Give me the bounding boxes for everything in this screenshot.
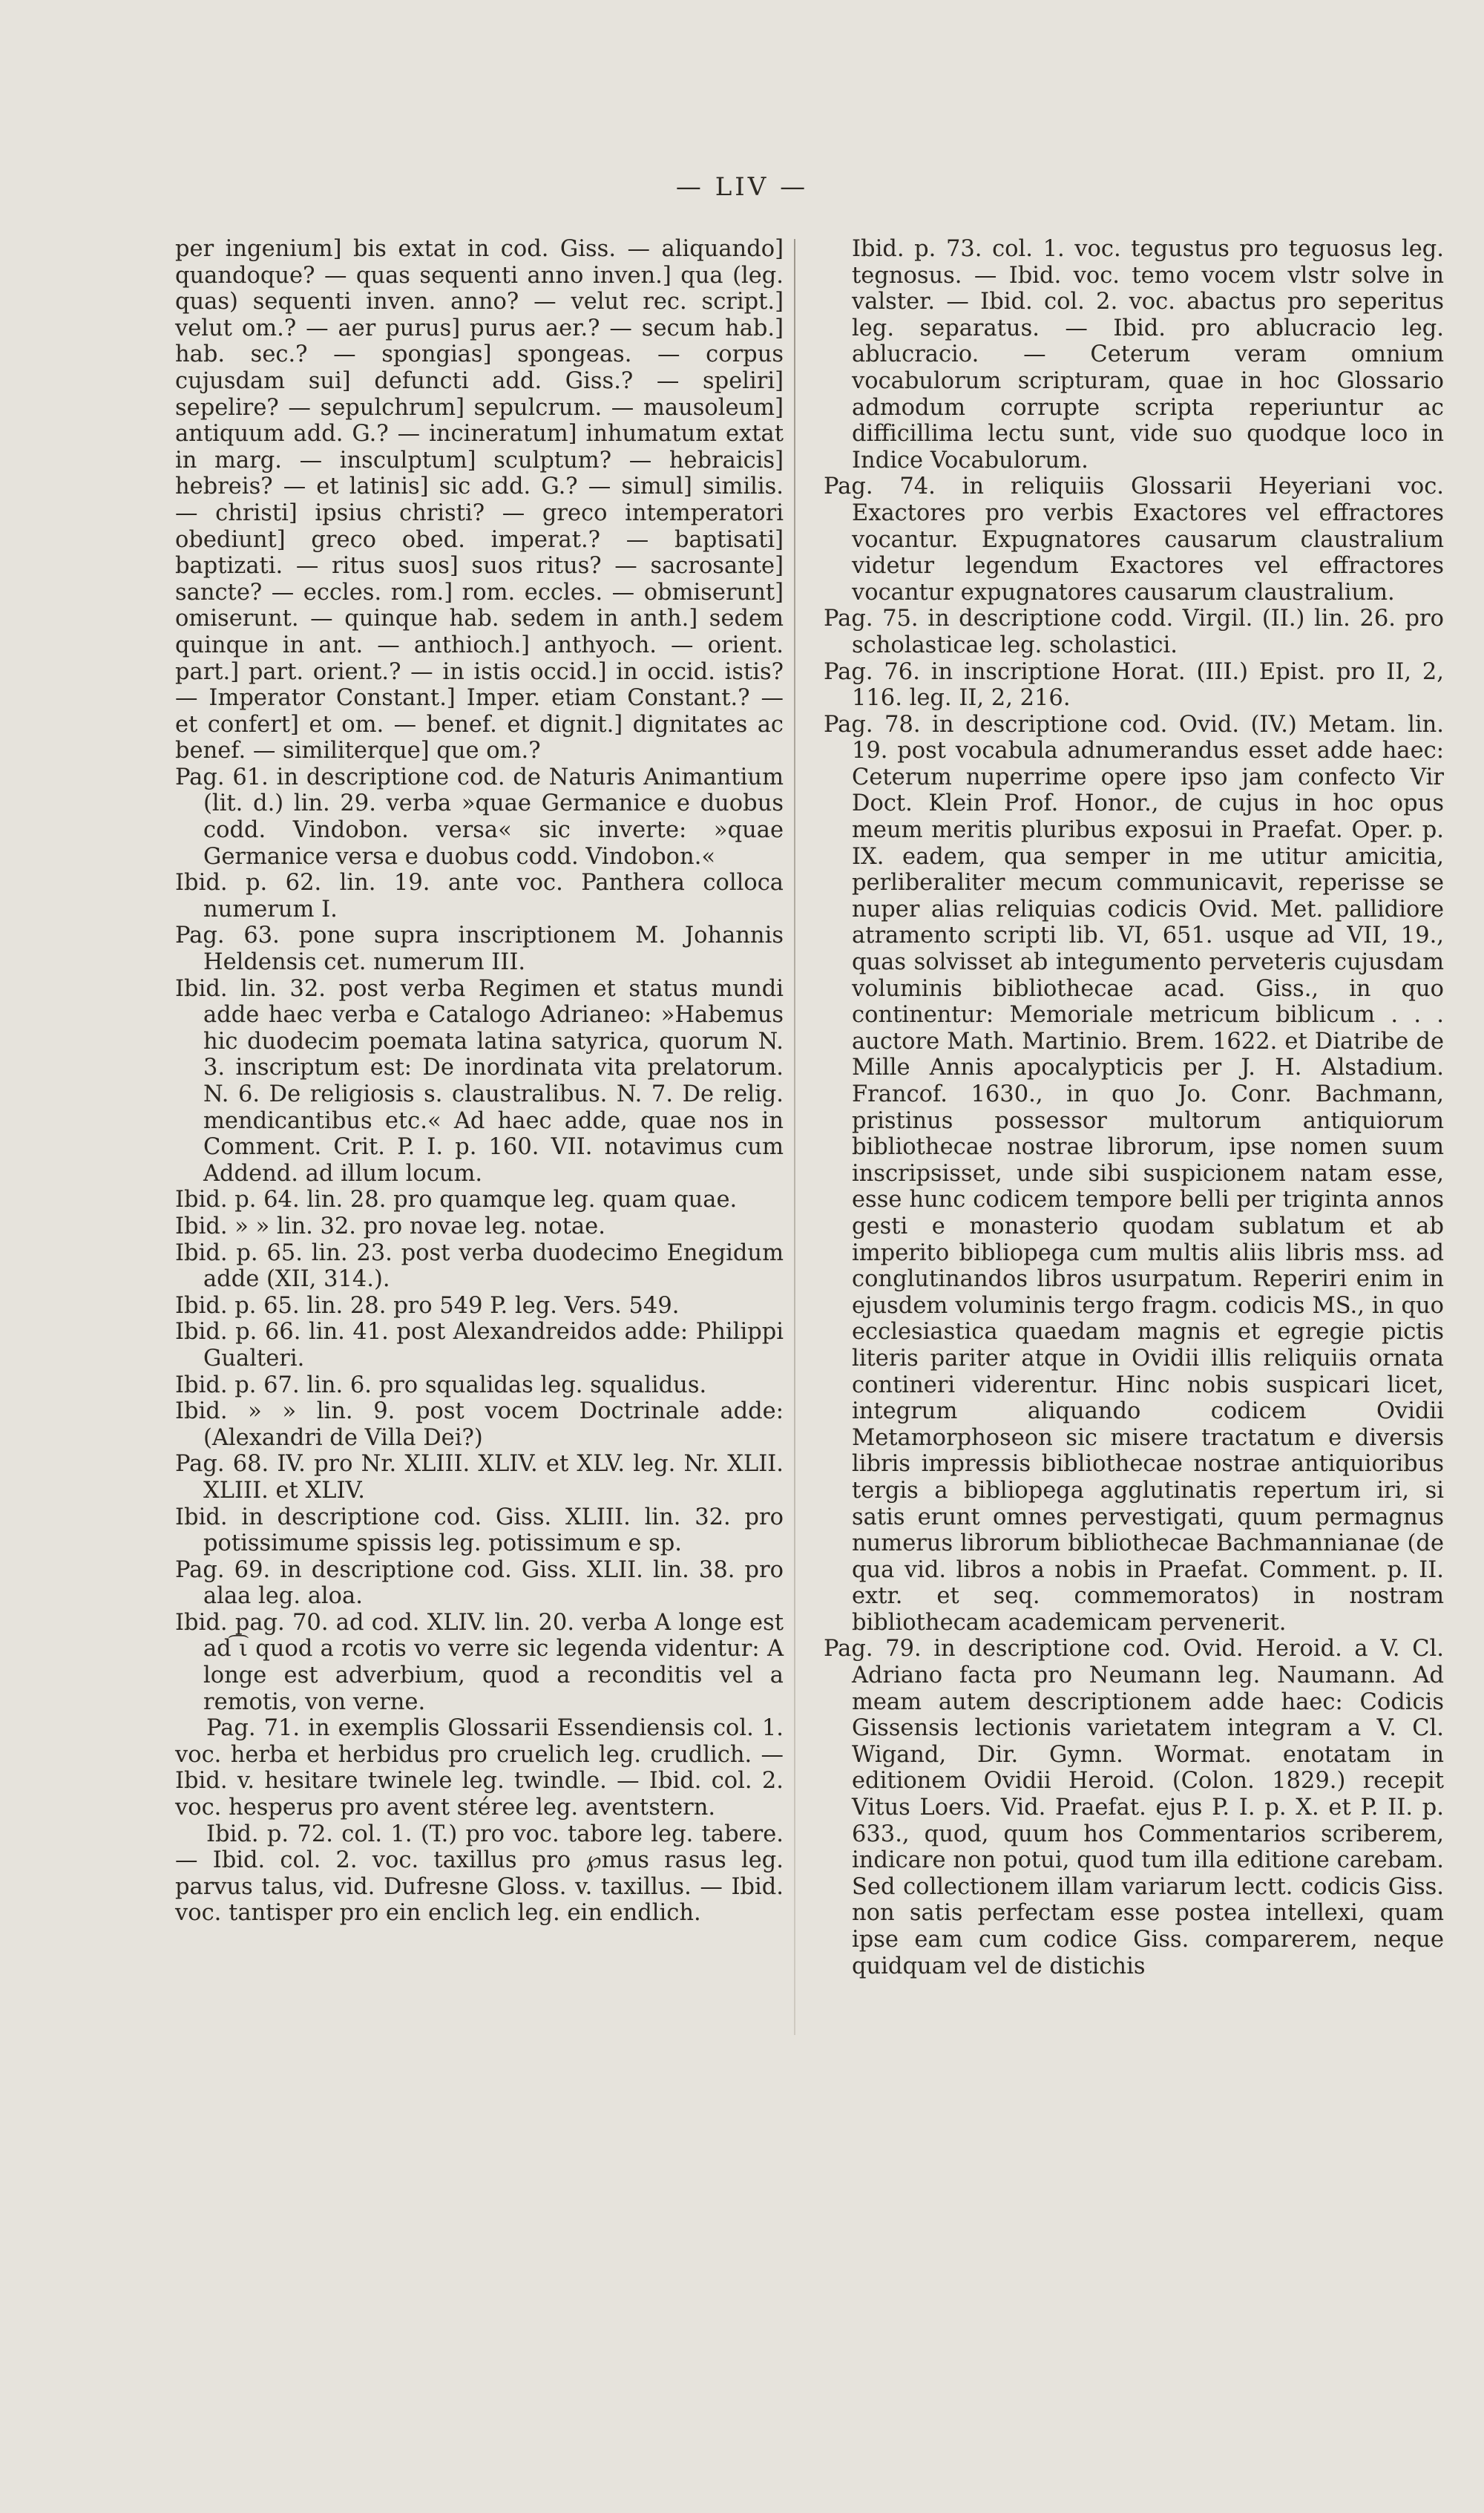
right-entry-1: Pag. 74. in reliquiis Glossarii Heyeriani voc. Exactores pro verbis Exactores vel effractores vocantur. Expugnatores causarum claustralium videtur legendum Exactores vel effractores vocantur expugnatores causarum claustralium. [824, 474, 1444, 606]
left-paragraph-17: Ibid. p. 72. col. 1. (T.) pro voc. tabore leg. tabere. — Ibid. col. 2. voc. taxillus pro ℘mus rasus leg. parvus talus, vid. Dufresne Gloss. v. taxillus. — Ibid. voc. tantisper pro ein enclich leg. ein endlich. [175, 1821, 784, 1927]
left-paragraph-16: Pag. 71. in exemplis Glossarii Essendiensis col. 1. voc. herba et herbidus pro cruelich leg. crudlich. — Ibid. v. hesitare twinele leg. twindle. — Ibid. col. 2. voc. hesperus pro avent stéree leg. aventstern. [175, 1715, 784, 1821]
left-entry-15: Ibid. pag. 70. ad cod. XLIV. lin. 20. verba A longe est ad ͡ι quod a rcotis vo verre sic legenda videntur: A longe est adverbium, quod a reconditis vel a remotis, von verne. [175, 1609, 784, 1715]
left-paragraph-0: per ingenium] bis extat in cod. Giss. — aliquando] quandoque? — quas sequenti anno inven.] qua (leg. quas) sequenti inven. anno? — velut rec. script.] velut om.? — aer purus] purus aer.? — secum hab.] hab. sec.? — spongias] spongeas. — corpus cujusdam sui] defuncti add. Giss.? — speliri] sepelire? — sepulchrum] sepulcrum. — mausoleum] antiquum add. G.? — incineratum] inhumatum extat in marg. — insculptum] sculptum? — hebraicis] hebreis? — et latinis] sic add. G.? — simul] similis. — christi] ipsius christi? — greco intemperatori obediunt] greco obed. imperat.? — baptisati] baptizati. — ritus suos] suos ritus? — sacrosante] sancte? — eccles. rom.] rom. eccles. — obmiserunt] omiserunt. — quinque hab. sedem in anth.] sedem quinque in ant. — anthioch.] anthyoch. — orient. part.] part. orient.? — in istis occid.] in occid. istis? — Imperator Constant.] Imper. etiam Constant.? — et confert] et om. — benef. et dignit.] dignitates ac benef. — similiterque] que om.? [175, 236, 784, 764]
right-entry-2: Pag. 75. in descriptione codd. Virgil. (II.) lin. 26. pro scholasticae leg. scholastici. [824, 606, 1444, 658]
right-entry-4: Pag. 78. in descriptione cod. Ovid. (IV.) Metam. lin. 19. post vocabula adnumerandus esset adde haec: Ceterum nuperrime opere ipso jam confecto Vir Doct. Klein Prof. Honor., de cujus in hoc opus meum meritis pluribus exposui in Praefat. Oper. p. IX. eadem, qua semper in me utitur amicitia, perliberaliter mecum communicavit, reperisse se nuper alias reliquias codicis Ovid. Met. pallidiore atramento scripti lib. VI, 651. usque ad VII, 19., quas solvisset ab integumento perveteris cujusdam voluminis bibliothecae acad. Giss., in quo continentur: Memoriale metricum biblicum . . . auctore Math. Martinio. Brem. 1622. et Diatribe de Mille Annis apocalypticis per J. H. Alstadium. Francof. 1630., in quo Jo. Conr. Bachmann, pristinus possessor multorum antiquiorum bibliothecae nostrae librorum, ipse nomen suum inscripsisset, unde sibi suspicionem natam esse, esse hunc codicem tempore belli per triginta annos gesti e monasterio quodam sublatum et ab imperito bibliopega cum multis aliis libris mss. ad conglutinandos libros usurpatum. Reperiri enim in ejusdem voluminis tergo fragm. codicis MS., in quo ecclesiastica quaedam magnis et egregie pictis literis pariter atque in Ovidii illis reliquiis ornata contineri viderentur. Hinc nobis suspicari licet, integrum aliquando codicem Ovidii Metamorphoseon sic misere tractatum e diversis libris impressis bibliothecae nostrae antiquioribus tergis a bibliopega agglutinatis repertum iri, si satis erunt omnes pervestigati, quum permagnus numerus librorum bibliothecae Bachmannianae (de qua vid. libros a nobis in Praefat. Comment. p. II. extr. et seq. commemoratos) in nostram bibliothecam academicam pervenerit. [824, 711, 1444, 1636]
left-entry-3: Pag. 63. pone supra inscriptionem M. Johannis Heldensis cet. numerum III. [175, 923, 784, 976]
left-entry-7: Ibid. p. 65. lin. 23. post verba duodecimo Enegidum adde (XII, 314.). [175, 1239, 784, 1293]
column-divider [794, 239, 795, 2035]
left-entry-1: Pag. 61. in descriptione cod. de Naturis Animantium (lit. d.) lin. 29. verba »quae Germanice e duobus codd. Vindobon. versa« sic inverte: »quae Germanice versa e duobus codd. Vindobon.« [175, 764, 784, 870]
left-entry-5: Ibid. p. 64. lin. 28. pro quamque leg. quam quae. [175, 1187, 738, 1213]
left-column [175, 236, 784, 1927]
left-entry-8: Ibid. p. 65. lin. 28. pro 549 P. leg. Vers. 549. [175, 1292, 680, 1319]
left-entry-12: Pag. 68. IV. pro Nr. XLIII. XLIV. et XLV. leg. Nr. XLII. XLIII. et XLIV. [175, 1451, 784, 1504]
right-entry-0: Ibid. p. 73. col. 1. voc. tegustus pro teguosus leg. tegnosus. — Ibid. voc. temo vocem vlstr solve in valster. — Ibid. col. 2. voc. abactus pro seperitus leg. separatus. — Ibid. pro ablucracio leg. ablucracio. — Ceterum veram omnium vocabulorum scripturam, quae in hoc Glossario admodum corrupte scripta reperiuntur ac difficillima lectu sunt, vide suo quodque loco in Indice Vocabulorum. [852, 236, 1444, 474]
left-entry-10: Ibid. p. 67. lin. 6. pro squalidas leg. squalidus. [175, 1372, 707, 1398]
left-entry-14: Pag. 69. in descriptione cod. Giss. XLII. lin. 38. pro alaa leg. aloa. [175, 1556, 784, 1610]
left-entry-4: Ibid. lin. 32. post verba Regimen et status mundi adde haec verba e Catalogo Adrianeo: »Habemus hic duodecim poemata latina satyrica, quorum N. 3. inscriptum est: De inordinata vita prelatorum. N. 6. De religiosis s. claustralibus. N. 7. De relig. mendicantibus etc.« Ad haec adde, quae nos in Comment. Crit. P. I. p. 160. VII. notavimus cum Addend. ad illum locum. [175, 975, 784, 1187]
right-entry-5: Pag. 79. in descriptione cod. Ovid. Heroid. a V. Cl. Adriano facta pro Neumann leg. Naumann. Ad meam autem descriptionem adde haec: Codicis Gissensis lectionis varietatem integram a V. Cl. Wigand, Dir. Gymn. Wormat. enotatam in editionem Ovidii Heroid. (Colon. 1829.) recepit Vitus Loers. Vid. Praefat. ejus P. I. p. X. et P. II. p. 633., quod, quum hos Commentarios scriberem, indicare non potui, quod tum illa editione carebam. Sed collectionem illam variarum lectt. codicis Giss. non satis perfectam esse postea intellexi, quam ipse eam cum codice Giss. comparerem, neque quidquam vel de distichis [824, 1636, 1444, 1979]
left-entry-2: Ibid. p. 62. lin. 19. ante voc. Panthera colloca numerum I. [175, 870, 784, 923]
left-entry-13: Ibid. in descriptione cod. Giss. XLIII. lin. 32. pro potissimume spissis leg. potissimum e sp. [175, 1504, 784, 1557]
right-column [824, 236, 1444, 1979]
right-entry-3: Pag. 76. in inscriptione Horat. (III.) Epist. pro II, 2, 116. leg. II, 2, 216. [824, 658, 1444, 712]
left-entry-9: Ibid. p. 66. lin. 41. post Alexandreidos adde: Philippi Gualteri. [175, 1319, 784, 1372]
left-entry-11: Ibid. » » lin. 9. post vocem Doctrinale adde: (Alexandri de Villa Dei?) [175, 1398, 784, 1451]
left-entry-6: Ibid. » » lin. 32. pro novae leg. notae. [175, 1213, 605, 1239]
page-number: — LIV — [675, 172, 809, 202]
